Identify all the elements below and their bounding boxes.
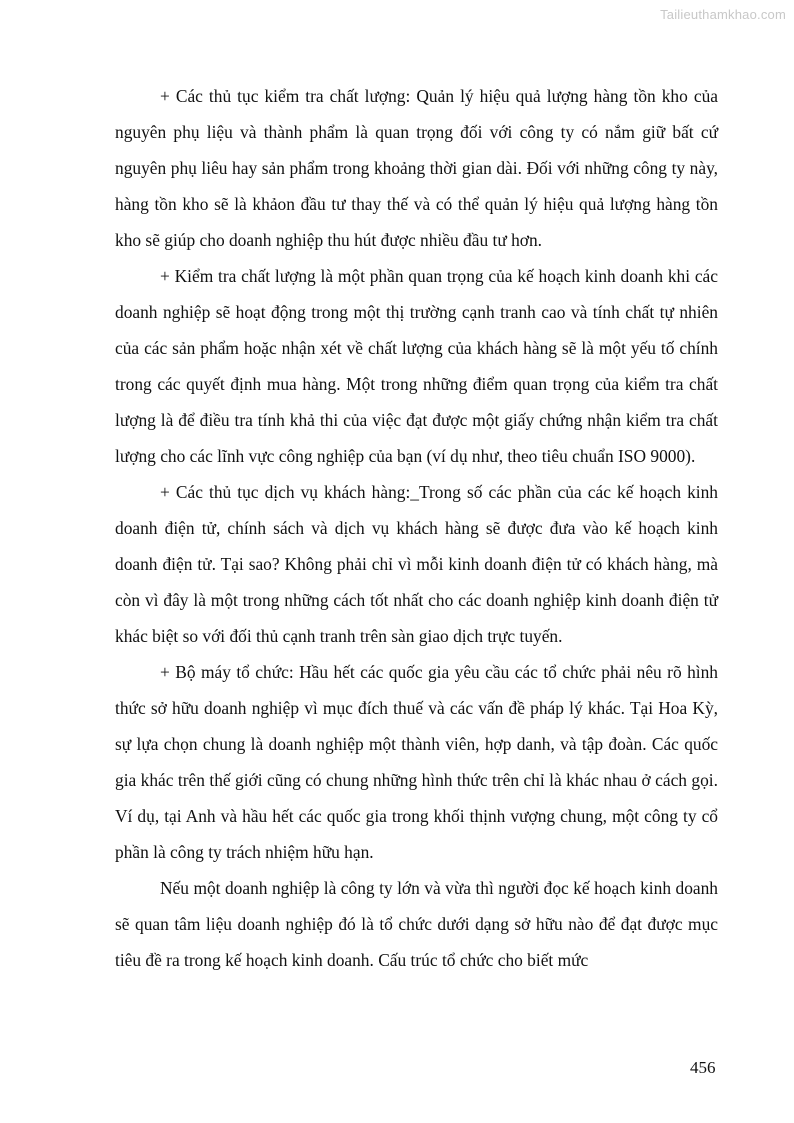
paragraph-quality-procedures: + Các thủ tục kiểm tra chất lượng: Quản lý hiệu quả lượng hàng tồn kho của nguyên phụ liệu và thành phẩm là quan trọng đối với công ty có nắm giữ bất cứ nguyên phụ liêu hay sản phẩm trong khoảng thời gian dài. Đối với những công ty này, hàng tồn kho sẽ là khảon đầu tư thay thế và có thể quản lý hiệu quả lượng hàng tồn kho sẽ giúp cho doanh nghiệp thu hút được nhiều đầu tư hơn.: [115, 86, 718, 250]
paragraph-quality-inspection: + Kiểm tra chất lượng là một phần quan trọng của kế hoạch kinh doanh khi các doanh nghiệp sẽ hoạt động trong một thị trường cạnh tranh cao và tính chất tự nhiên của các sản phẩm hoặc nhận xét về chất lượng của khách hàng sẽ là một yếu tố chính trong các quyết định mua hàng. Một trong những điểm quan trọng của kiểm tra chất lượng là để điều tra tính khả thi của việc đạt được một giấy chứng nhận kiểm tra chất lượng cho các lĩnh vực công nghiệp của bạn (ví dụ như, theo tiêu chuẩn ISO 9000).: [115, 266, 718, 466]
watermark: Tailieuthamkhao.com: [660, 7, 786, 22]
paragraph-business-size: Nếu một doanh nghiệp là công ty lớn và vừa thì người đọc kế hoạch kinh doanh sẽ quan tâm liệu doanh nghiệp đó là tổ chức dưới dạng sở hữu nào để đạt được mục tiêu đề ra trong kế hoạch kinh doanh. Cấu trúc tổ chức cho biết mức: [115, 878, 718, 970]
paragraph-customer-service: + Các thủ tục dịch vụ khách hàng:_Trong số các phần của các kế hoạch kinh doanh điện tử, chính sách và dịch vụ khách hàng sẽ được đưa vào kế hoạch kinh doanh điện tử. Tại sao? Không phải chỉ vì mỗi kinh doanh điện tử có khách hàng, mà còn vì đây là một trong những cách tốt nhất cho các doanh nghiệp kinh doanh điện tử khác biệt so với đối thủ cạnh tranh trên sàn giao dịch trực tuyến.: [115, 482, 718, 646]
paragraph-organization-structure: + Bộ máy tổ chức: Hầu hết các quốc gia yêu cầu các tổ chức phải nêu rõ hình thức sở hữu doanh nghiệp vì mục đích thuế và các vấn đề pháp lý khác. Tại Hoa Kỳ, sự lựa chọn chung là doanh nghiệp một thành viên, hợp danh, và tập đoàn. Các quốc gia khác trên thế giới cũng có chung những hình thức trên chỉ là khác nhau ở cách gọi. Ví dụ, tại Anh và hầu hết các quốc gia trong khối thịnh vượng chung, một công ty cổ phần là công ty trách nhiệm hữu hạn.: [115, 662, 718, 862]
document-body: [115, 78, 718, 978]
page-number: 456: [690, 1058, 716, 1077]
